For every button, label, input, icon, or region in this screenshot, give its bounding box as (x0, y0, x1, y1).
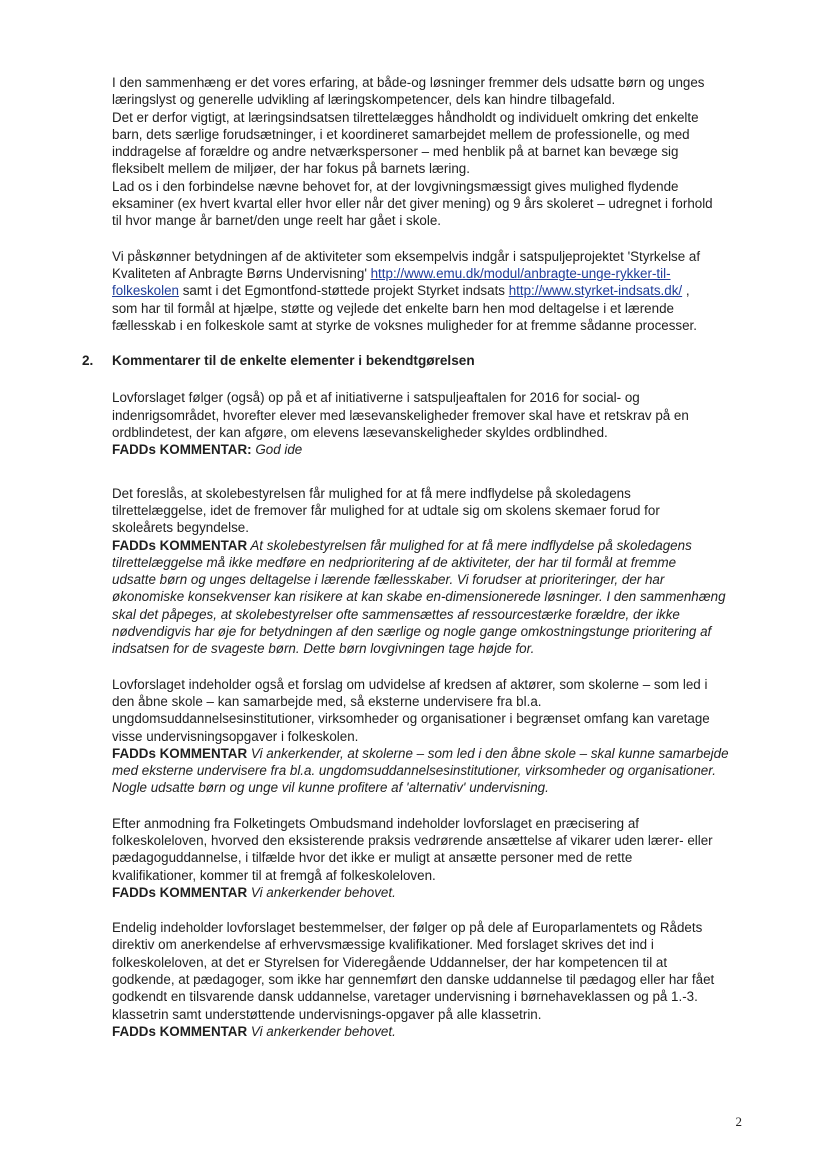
text-line: skoleårets begyndelse. (112, 520, 249, 536)
text-line: klassetrin samt understøttende undervisnings-opgaver på alle klassetrin. (112, 1006, 542, 1022)
comment-text: Nogle udsatte børn og unge vil kunne profitere af 'alternativ' undervisning. (112, 780, 549, 796)
page-number: 2 (735, 1114, 742, 1129)
emu-link-part-1[interactable]: http://www.emu.dk/modul/anbragte-unge-rykker-til- (370, 265, 671, 281)
text-line: inddragelse af forældre og andre netværkspersoner – med henblik på at barnet kan bevæge sig (112, 144, 679, 160)
comment-block-5 (112, 919, 748, 1040)
comment-block-4 (112, 815, 748, 901)
comment-text: udsatte børn og unges deltagelse i lærende fællesskaber. Vi forudser at prioriteringer, der har (112, 572, 665, 588)
text-line: barn, dets særlige forudsætninger, i et koordineret samarbejdet mellem de professionelle, og med (112, 126, 690, 142)
text-line (112, 265, 748, 282)
comment-label: FADDs KOMMENTAR (112, 745, 248, 761)
text-line: folkeskoleloven, at det er Styrelsen for Videregående Uddannelser, der har kompetencen til at (112, 954, 668, 970)
text-line: direktiv om anerkendelse af erhvervsmæssige kvalifikationer. Med forslaget skrives det ind i (112, 937, 654, 953)
text-line: kvalifikationer, kommer til at fremgå af folkeskoleloven. (112, 867, 436, 883)
intro-paragraph-1 (112, 74, 748, 230)
text-line: Vi påskønner betydningen af de aktiviteter som eksempelvis indgår i satspuljeprojektet 'Styrkelse af (112, 248, 701, 264)
comment-text: At skolebestyrelsen får mulighed for at få mere indflydelse på skoledagens (247, 537, 692, 553)
section-number: 2. (82, 353, 94, 369)
comment-label: FADDs KOMMENTAR (112, 1023, 248, 1039)
text-line: den åbne skole – kan samarbejde med, så eksterne undervisere fra bl.a. (112, 693, 542, 709)
comment-line (112, 745, 748, 762)
section-heading (82, 352, 748, 369)
text-line: til hvor mange år barnet/den unge reelt har gået i skole. (112, 213, 442, 229)
text-line: Lad os i den forbindelse nævne behovet for, at der lovgivningsmæssigt gives mulighed flydende (112, 178, 679, 194)
text-line: visse undervisningsopgaver i folkeskolen. (112, 728, 359, 744)
text-line: læringslyst og generelle udvikling af læringskompetencer, dels kan hindre tilbagefald. (112, 92, 616, 108)
comment-label: FADDs KOMMENTAR: (112, 442, 252, 458)
comment-line (112, 1023, 748, 1040)
text-line: pædagoguddannelse, i tilfælde hvor det ikke er muligt at ansætte personer med de rette (112, 850, 633, 866)
text-line: ungdomsuddannelsesinstitutioner, virksomheder og organisationer i begrænset omfang kan varetage (112, 711, 710, 727)
comment-line (112, 537, 748, 554)
text-line: Endelig indeholder lovforslaget bestemmelser, der følger op på dele af Europarlamentets og Rådets (112, 920, 703, 936)
comment-text: økonomiske konsekvenser kan risikere at kan skabe en-dimensionerede løsninger. I den sammenhæng (112, 589, 726, 605)
text-segment: Kvaliteten af Anbragte Børns Undervisning' (112, 265, 371, 281)
comment-text: God ide (251, 442, 303, 458)
comment-block-3 (112, 676, 748, 797)
comment-label: FADDs KOMMENTAR (112, 884, 248, 900)
section-title: Kommentarer til de enkelte elementer i bekendtgørelsen (112, 353, 475, 369)
text-line: Lovforslaget indeholder også et forslag om udvidelse af kredsen af aktører, som skolerne – som led i (112, 676, 708, 692)
page-content (82, 74, 748, 1058)
text-line: Efter anmodning fra Folketingets Ombudsmand indeholder lovforslaget en præcisering af (112, 815, 639, 831)
comment-text: skal det påpeges, at skolebestyrelser ofte sammensættes af ressourcestærke forældre, der ikke (112, 606, 680, 622)
comment-line (112, 884, 748, 901)
text-line: I den sammenhæng er det vores erfaring, at både-og løsninger fremmer dels udsatte børn og unges (112, 75, 705, 90)
text-line (112, 282, 748, 299)
comment-text: Vi ankerkender behovet. (247, 884, 396, 900)
comment-block-2 (112, 485, 748, 658)
text-line: Det foreslås, at skolebestyrelsen får mulighed for at få mere indflydelse på skoledagens (112, 485, 631, 501)
text-line: fleksibelt mellem de miljøer, der har fokus på barnets læring. (112, 161, 470, 177)
comment-text: indsatsen for de svageste børn. Dette børn lovgivningen tage højde for. (112, 641, 535, 657)
text-line: Lovforslaget følger (også) op på et af initiativerne i satspuljeaftalen for 2016 for social- og (112, 390, 640, 406)
comment-line (112, 441, 748, 458)
text-segment: , (682, 283, 690, 299)
intro-paragraph-2 (112, 248, 748, 334)
emu-link-part-2[interactable]: folkeskolen (112, 283, 179, 299)
text-line: eksaminer (ex hvert kvartal eller hvor eller når det giver mening) og 9 års skoleret – udregnet i forhold (112, 196, 713, 212)
text-line: Det er derfor vigtigt, at læringsindsatsen tilrettelægges håndholdt og individuelt omkring det enkelte (112, 109, 699, 125)
text-line: fællesskab i en folkeskole samt at styrke de voksnes muligheder for at fremme sådanne processer. (112, 317, 697, 333)
text-segment: samt i det Egmontfond-støttede projekt Styrket indsats (179, 283, 509, 299)
comment-text: med eksterne undervisere fra bl.a. ungdomsuddannelsesinstitutioner, virksomheder og organisationer. (112, 763, 716, 779)
text-line: godkende, at pædagoger, som ikke har gennemført den danske uddannelse til pædagog eller har fået (112, 972, 715, 988)
text-line: ordblindetest, der kan afgøre, om elevens læsevanskeligheder skyldes ordblindhed. (112, 425, 608, 441)
comment-block-1 (112, 389, 748, 458)
text-line: folkeskoleloven, hvorved den eksisterende praksis vedrørende ansættelse af vikarer uden lærer- eller (112, 832, 713, 848)
comment-label: FADDs KOMMENTAR (112, 537, 248, 553)
text-line: tilrettelæggelse, idet de fremover får mulighed for at udtale sig om skolens skemaer forud for (112, 502, 660, 518)
text-line: indenrigsområdet, hvorefter elever med læsevanskeligheder fremover skal have et retskrav på en (112, 407, 689, 423)
comment-text: tilrettelæggelse må ikke medføre en nedprioritering af de aktiviteter, der har til formål at fremme (112, 554, 677, 570)
comment-text: Vi ankerkender, at skolerne – som led i den åbne skole – skal kunne samarbejde (247, 745, 729, 761)
comment-text: nødvendigvis har øje for betydningen af den særlige og nogle gange omkostningstunge prioritering af (112, 624, 712, 640)
comment-text: Vi ankerkender behovet. (247, 1023, 396, 1039)
styrket-indsats-link[interactable]: http://www.styrket-indsats.dk/ (508, 283, 683, 299)
text-line: som har til formål at hjælpe, støtte og vejlede det enkelte barn hen mod deltagelse i et lærende (112, 300, 674, 316)
text-line: godkendt en tilsvarende dansk uddannelse, varetager undervisning i børnehaveklassen og på 1.-3. (112, 989, 698, 1005)
